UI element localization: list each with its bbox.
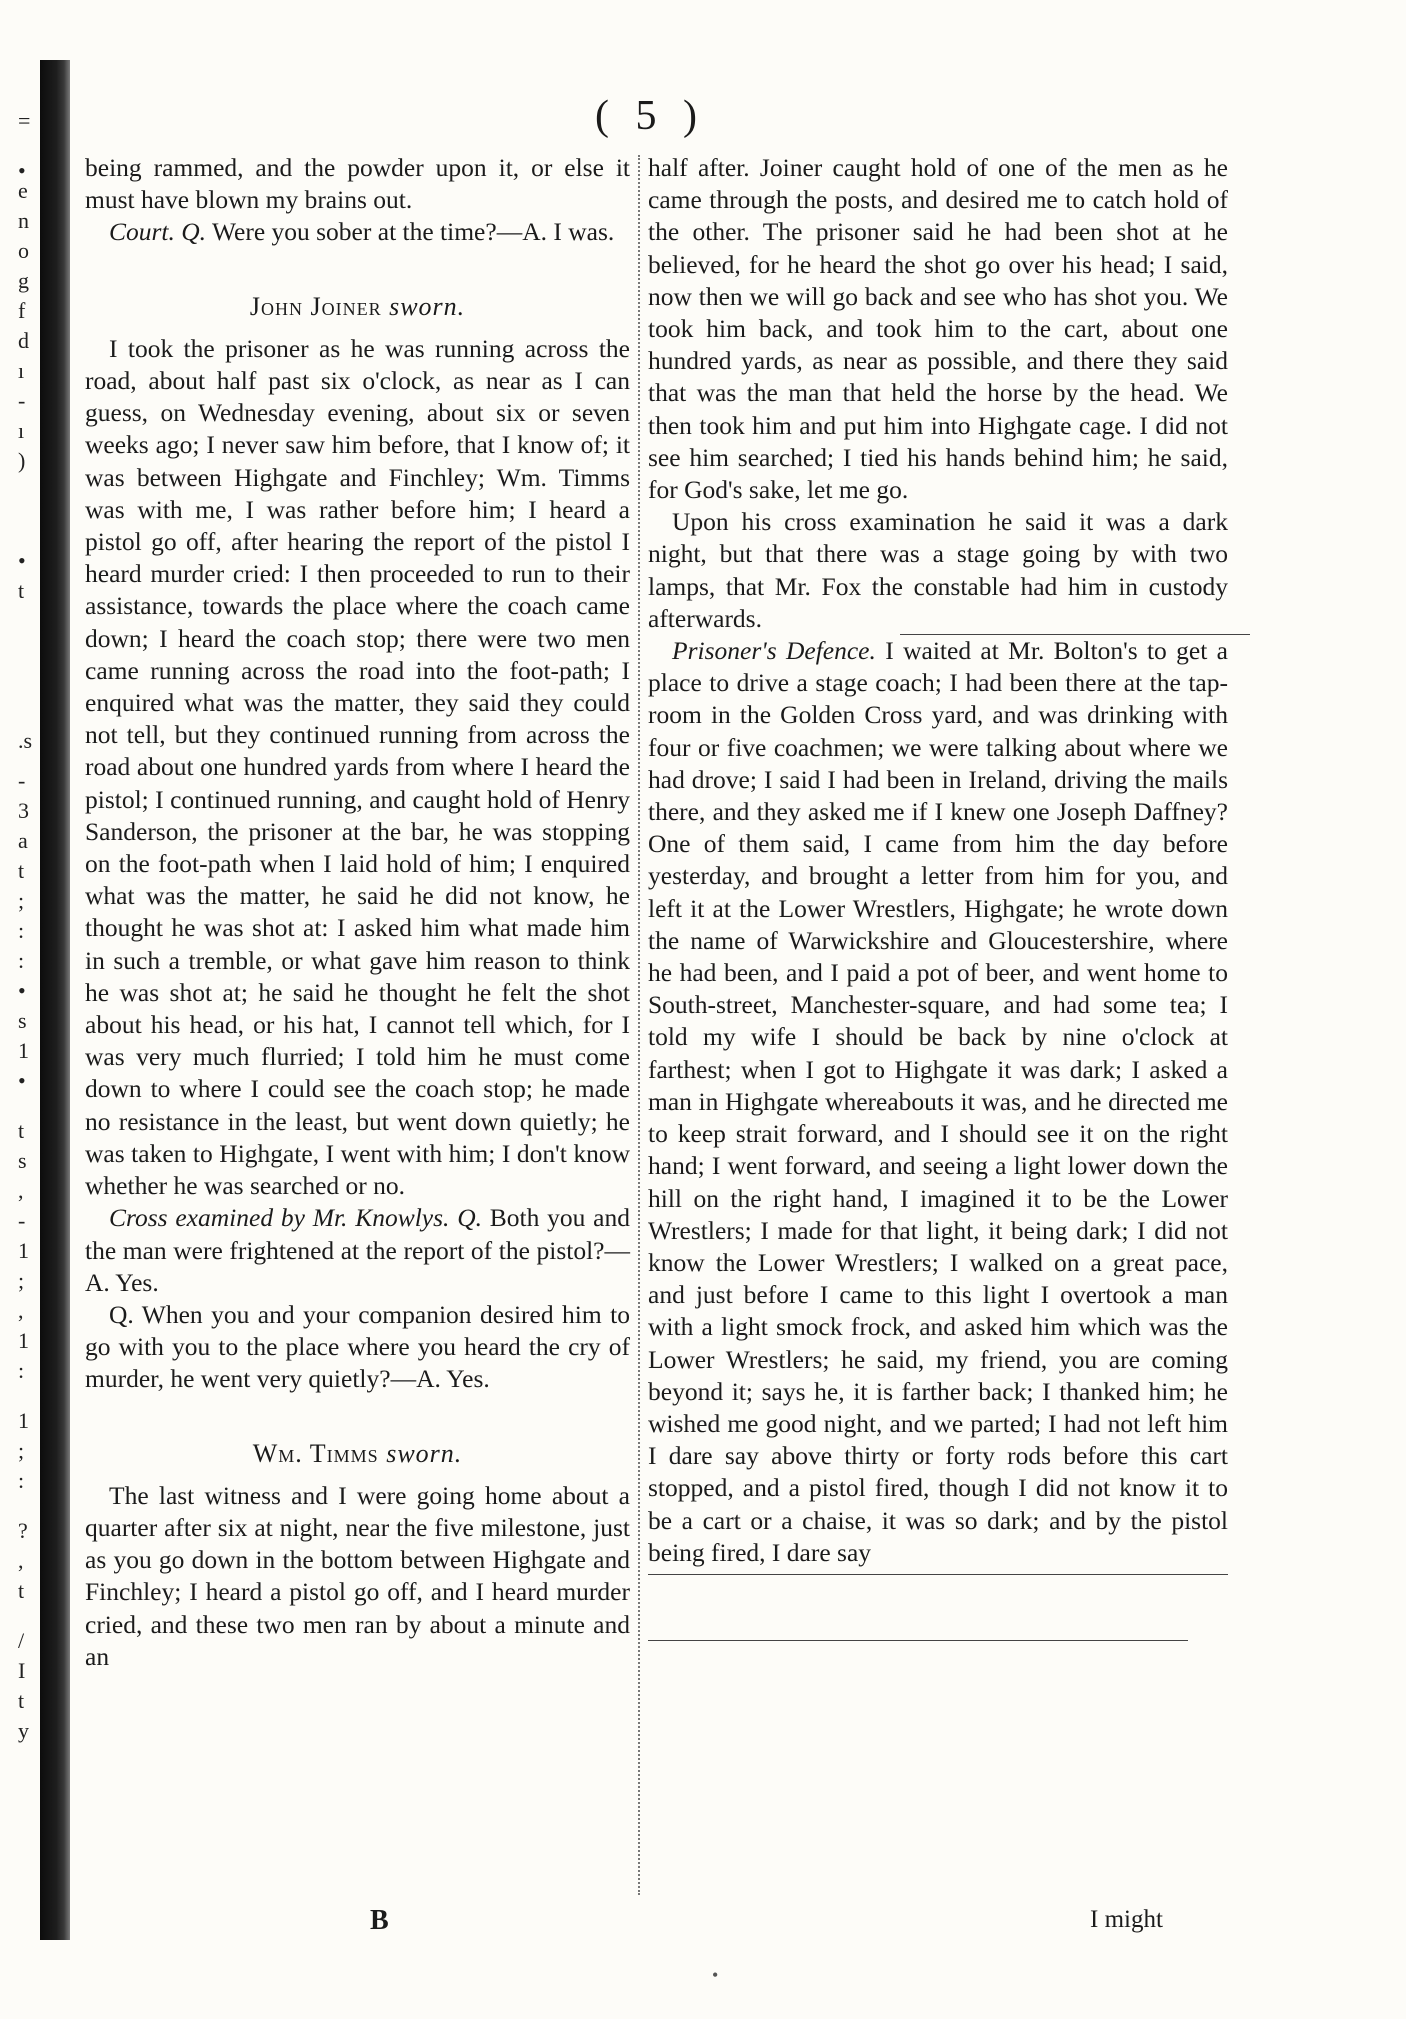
prisoner-defence	[648, 635, 1228, 1569]
witness-heading-timms	[85, 1438, 630, 1470]
right-paragraph-1: half after. Joiner caught hold of one of the men as he came through the posts, and desired me to catch hold of the other. The prisoner said he had been shot at he believed, for he heard the shot go over his head; I said, now then we will go back and see who has shot you. We took him back, and took him to the cart, about one hundred yards, as near as possible, and there they said that was the man that held the horse by the head. We then took him and put him into Highgate cage. I did not see him searched; I tied his hands behind him; he said, for God's sake, let me go.	[648, 153, 1228, 505]
prisoner-defence-lead: Prisoner's Defence.	[672, 636, 876, 666]
catchword: I might	[1090, 1906, 1163, 1933]
right-paragraph-2: Upon his cross examination he said it was a dark night, but that there was a stage going by with two lamps, that Mr. Fox the constable had him in custody afterwards.	[648, 507, 1228, 633]
page-speck: •	[712, 1965, 719, 1985]
right-column	[648, 152, 1228, 1569]
annotation-line	[900, 634, 1250, 635]
page-binding-shadow	[40, 60, 70, 1940]
court-question-text: Were you sober at the time?—A. I was.	[211, 217, 615, 247]
witness-name-joiner: John Joiner	[249, 291, 382, 321]
prisoner-defence-text: I waited at Mr. Bolton's to get a place to drive a stage coach; I had been there at the tap-room in the Golden Cross yard, and was drinking with four or five coachmen; we were talking about where we had drove; I said I had been in Ireland, driving the mails there, and they asked me if I knew one Joseph Daffney? One of them said, I came from him the day before yesterday, and brought a letter from him for you, and left it at the Lower Wrestlers, Highgate; he wrote down the name of Warwickshire and Gloucestershire, where he had been, and I paid a pot of beer, and went home to South-street, Manchester-square, and had some tea; I told my wife I should be back by nine o'clock at farthest; when I got to Highgate it was dark; I asked a man in Highgate whereabouts it was, and he directed me to keep strait forward, and I should see it on the right hand; I went forward, and seeing a light lower down the hill on the right hand, I imagined it to be the Lower Wrestlers; I made for that light, it being dark; I did not know the Lower Wrestlers; I walked on a great pace, and just before I came to this light I overtook a man with a light smock frock, and asked him which was the Lower Wrestlers; he said, my friend, you are coming beyond it; says he, it is farther back; I thanked him; he wished me good night, and we parted; I had not left him I dare say above thirty or forty rods before this cart stopped, and a pistol fired, though I did not know it to be a cart or a chaise, it was so dark; and by the pistol being fired, I dare say	[648, 636, 1228, 1567]
witness-name-timms: Wm. Timms	[252, 1438, 379, 1468]
left-column	[85, 152, 630, 1673]
followup-question: Q. When you and your companion desired him to go with you to the place where you heard the cry of murder, he went very quietly?—A. Yes.	[85, 1299, 630, 1394]
left-paragraph-1: being rammed, and the powder upon it, or else it must have blown my brains out.	[85, 153, 630, 215]
annotation-line	[648, 1640, 1188, 1641]
sworn-label-timms: sworn.	[386, 1438, 463, 1468]
joiner-testimony: I took the prisoner as he was running across the road, about half past six o'clock, as near as I can guess, on Wednesday evening, about six or seven weeks ago; I never saw him before, that I know of; it was between Highgate and Finchley; Wm. Timms was with me, I was rather before him; I heard a pistol go off, after hearing the report of the pistol I heard murder cried: I then proceeded to run to their assistance, towards the place where the coach came down; I heard the coach stop; there were two men came running across the road into the foot-path; I enquired what was the matter, they said they could not tell, but they continued running from across the road about one hundred yards from where I heard the pistol; I continued running, and caught hold of Henry Sanderson, the prisoner at the bar, he was stopping on the foot-path when I laid hold of him; I enquired what was the matter, he said he did not know, he thought he was shot at: I asked him what made him in such a tremble, or what gave him reason to think he was shot at; he said he thought he felt the shot about his head, or his hat, I cannot tell which, for I was very much flurried; I told him he must come down to where I could see the coach stop; he made no resistance in the least, but went down quietly; he was taken to Highgate, I went with him; I don't know whether he was searched or no.	[85, 333, 630, 1201]
column-divider	[638, 155, 640, 1895]
cross-examination-lead: Cross examined by Mr. Knowlys. Q.	[109, 1203, 482, 1233]
sworn-label-joiner: sworn.	[389, 291, 466, 321]
annotation-line	[648, 1574, 1228, 1575]
cross-examination-text: Both you and the man were frightened at the report of the pistol?—A. Yes.	[85, 1203, 630, 1297]
page-number: ( 5 )	[595, 93, 705, 139]
court-question-lead: Court. Q.	[109, 217, 207, 247]
timms-testimony: The last witness and I were going home about a quarter after six at night, near the five milestone, just as you go down in the bottom between Highgate and Finchley; I heard a pistol go off, and I heard murder cried, and these two men ran by about a minute and an	[85, 1480, 630, 1671]
cross-examination	[85, 1202, 630, 1299]
left-paragraph-2	[85, 216, 630, 248]
signature-mark: B	[370, 1905, 389, 1936]
witness-heading-joiner	[85, 291, 630, 323]
margin-marks: = • e n o g f d ı - ı ) • t .s - 3 a t ; : : • s 1 • t s , - 1 ; , 1 : 1 ; : ? , t / I t y	[18, 108, 33, 1743]
